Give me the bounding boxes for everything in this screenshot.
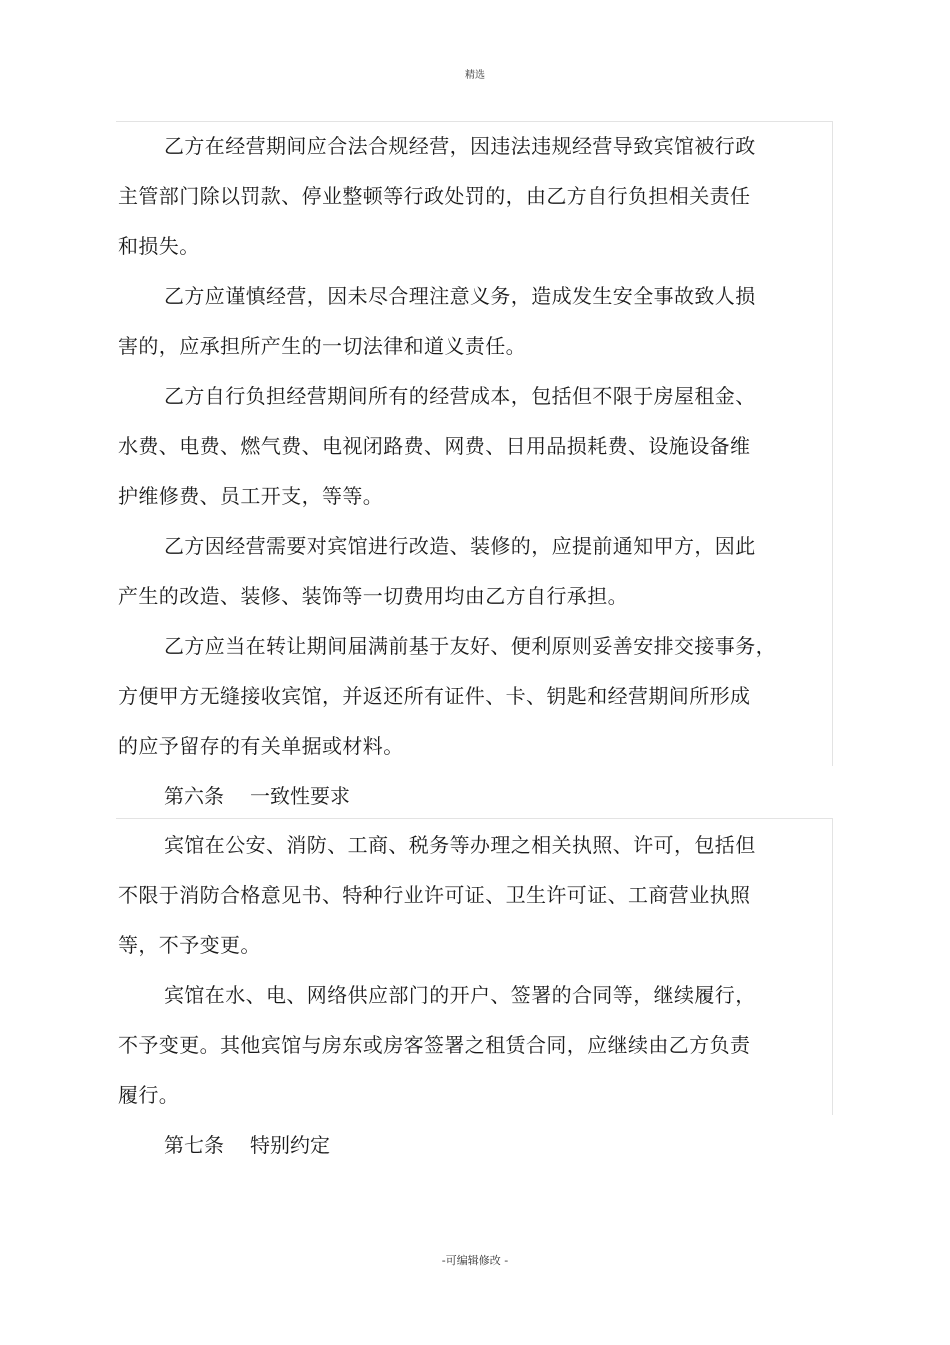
paragraph-line: 宾馆在公安、消防、工商、税务等办理之相关执照、许可，包括但 xyxy=(164,833,756,857)
paragraph-line: 履行。 xyxy=(118,1083,180,1107)
article-number: 第七条 xyxy=(164,1133,224,1157)
article-heading xyxy=(164,784,350,808)
paragraph-line: 水费、电费、燃气费、电视闭路费、网费、日用品损耗费、设施设备维 xyxy=(118,434,751,458)
content-frame-2 xyxy=(116,818,833,1115)
paragraph-line: 主管部门除以罚款、停业整顿等行政处罚的，由乙方自行负担相关责任 xyxy=(118,184,751,208)
paragraph-line: 的应予留存的有关单据或材料。 xyxy=(118,734,404,758)
paragraph-line: 和损失。 xyxy=(118,234,200,258)
article-heading xyxy=(164,1133,330,1157)
paragraph-line: 乙方应当在转让期间届满前基于友好、便利原则妥善安排交接事务， xyxy=(164,634,776,658)
paragraph-line: 产生的改造、装修、装饰等一切费用均由乙方自行承担。 xyxy=(118,584,628,608)
page-header: 精选 xyxy=(465,70,485,81)
paragraph-line: 护维修费、员工开支，等等。 xyxy=(118,484,384,508)
article-title: 一致性要求 xyxy=(250,784,350,808)
paragraph-line: 乙方在经营期间应合法合规经营，因违法违规经营导致宾馆被行政 xyxy=(164,134,756,158)
paragraph-line: 乙方因经营需要对宾馆进行改造、装修的，应提前通知甲方，因此 xyxy=(164,534,756,558)
paragraph-line: 乙方自行负担经营期间所有的经营成本，包括但不限于房屋租金、 xyxy=(164,384,756,408)
page-footer: -可编辑修改 - xyxy=(441,1254,509,1267)
paragraph-line: 不予变更。其他宾馆与房东或房客签署之租赁合同，应继续由乙方负责 xyxy=(118,1033,751,1057)
article-number: 第六条 xyxy=(164,784,224,808)
paragraph-line: 方便甲方无缝接收宾馆，并返还所有证件、卡、钥匙和经营期间所形成 xyxy=(118,684,751,708)
paragraph-line: 乙方应谨慎经营，因未尽合理注意义务，造成发生安全事故致人损 xyxy=(164,284,756,308)
paragraph-line: 害的，应承担所产生的一切法律和道义责任。 xyxy=(118,334,526,358)
paragraph-line: 等，不予变更。 xyxy=(118,933,261,957)
article-title: 特别约定 xyxy=(250,1133,330,1157)
paragraph-line: 不限于消防合格意见书、特种行业许可证、卫生许可证、工商营业执照 xyxy=(118,883,751,907)
paragraph-line: 宾馆在水、电、网络供应部门的开户、签署的合同等，继续履行， xyxy=(164,983,756,1007)
